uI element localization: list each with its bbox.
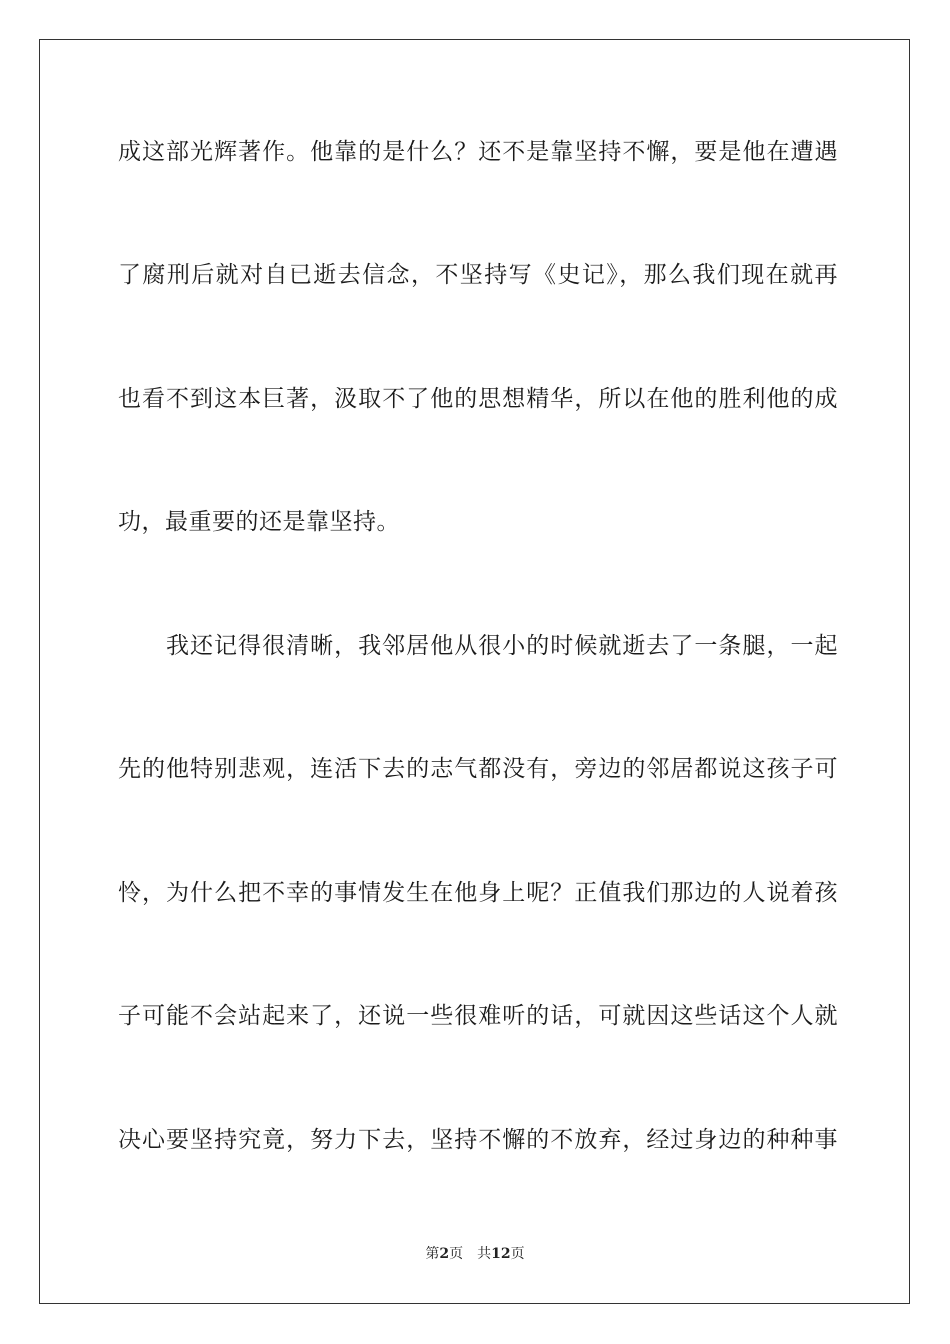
text-line-1: 成这部光辉著作。他靠的是什么？还不是靠坚持不懈，要是他在遭遇 [118, 139, 838, 165]
text-line-8: 子可能不会站起来了，还说一些很难听的话，可就因这些话这个人就 [118, 1003, 838, 1029]
text-line-2: 了腐刑后就对自已逝去信念，不坚持写《史记》，那么我们现在就再 [118, 262, 838, 288]
page-footer [0, 1244, 950, 1264]
text-line-6: 先的他特别悲观，连活下去的志气都没有，旁边的邻居都说这孩子可 [118, 756, 838, 782]
text-line-9: 决心要坚持究竟，努力下去，坚持不懈的不放弃，经过身边的种种事 [118, 1127, 838, 1153]
text-line-7: 怜，为什么把不幸的事情发生在他身上呢？正值我们那边的人说着孩 [118, 880, 838, 906]
page-frame [39, 39, 910, 1304]
total-pages-label: 共12页 [477, 1246, 525, 1262]
text-line-3: 也看不到这本巨著，汲取不了他的思想精华，所以在他的胜利他的成 [118, 386, 838, 412]
text-line-5: 我还记得很清晰，我邻居他从很小的时候就逝去了一条腿，一起 [166, 633, 838, 659]
text-line-4: 功，最重要的还是靠坚持。 [118, 509, 400, 535]
page-number-label: 第2页 [425, 1246, 464, 1262]
